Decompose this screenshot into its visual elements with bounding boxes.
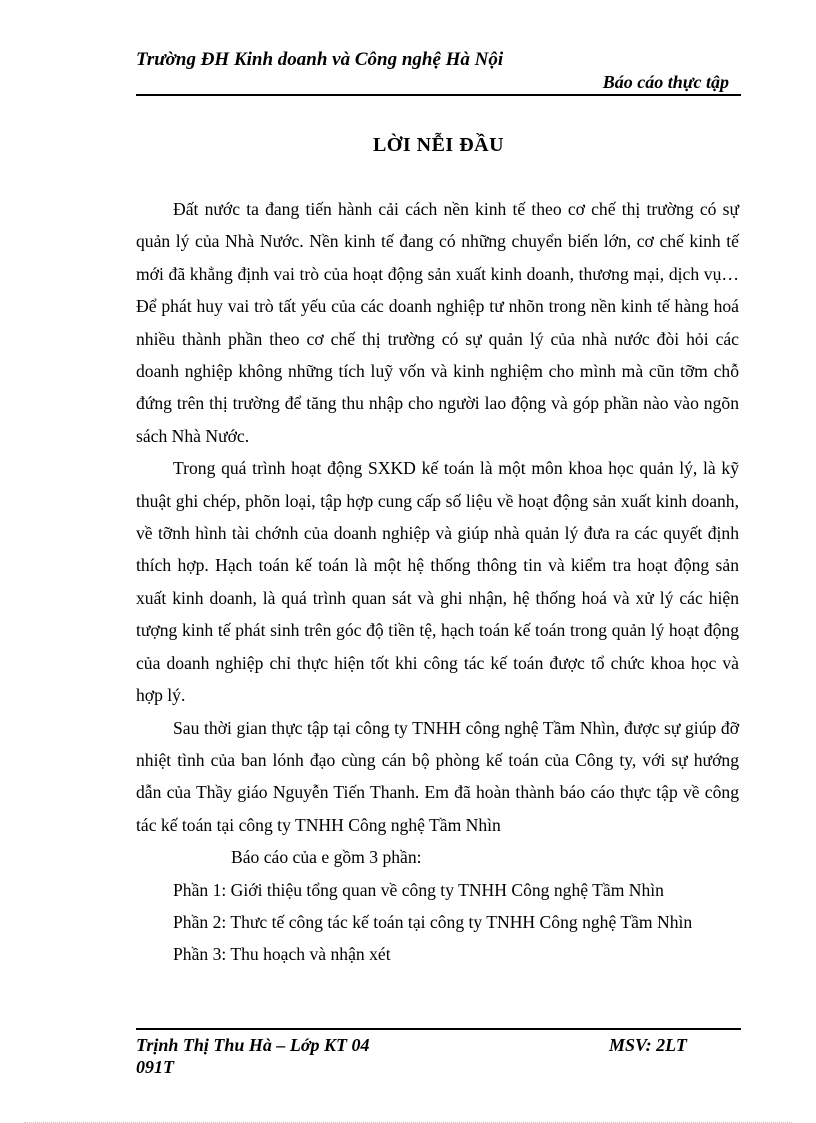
part-3: Phần 3: Thu hoạch và nhận xét (173, 944, 391, 965)
student-id: MSV: 2LT (609, 1035, 687, 1055)
paragraph-1: Đất nước ta đang tiến hành cải cách nền kinh tế theo cơ chế thị trường có sự quản lý của Nhà Nước. Nền kinh tế đang có những chuyển biến lớn, cơ chế kinh tế mới đã khẳng định vai trò của hoạt động sản xuất kinh doanh, thương mại, dịch vụ… Để phát huy vai trò tất yếu của các doanh nghiệp tư nhõn trong nền kinh tế hàng hoá nhiều thành phần theo cơ chế thị trường có sự quản lý của nhà nước đòi hỏi các doanh nghiệp không những tích luỹ vốn và kinh nghiệm cho mình mà cũn tỡm chỗ đứng trên thị trường để tăng thu nhập cho người lao động và góp phần nào vào ngõn sách Nhà Nước. (136, 199, 739, 446)
paragraph-2: Trong quá trình hoạt động SXKD kế toán là một môn khoa học quản lý, là kỹ thuật ghi chép, phõn loại, tập hợp cung cấp số liệu về hoạt động sản xuất kinh doanh, về tỡnh hình tài chớnh của doanh nghiệp và giúp nhà quản lý đưa ra các quyết định thích hợp. Hạch toán kế toán là một hệ thống thông tin và kiểm tra hoạt động sản xuất kinh doanh, là quá trình quan sát và ghi nhận, hệ thống hoá và xử lý các hiện tượng kinh tế phát sinh trên góc độ tiền tệ, hạch toán kế toán trong quản lý hoạt động của doanh nghiệp chỉ thực hiện tốt khi công tác kế toán được tổ chức khoa học và hợp lý. (136, 458, 739, 706)
part-2: Phần 2: Thưc tế công tác kế toán tại công ty TNHH Công nghệ Tầm Nhìn (173, 911, 693, 932)
part-1: Phần 1: Giới thiệu tổng quan về công ty TNHH Công nghệ Tầm Nhìn (173, 879, 664, 900)
document-title: LỜI NỄI ĐẦU (372, 134, 505, 156)
school-name: Trường ĐH Kinh doanh và Công nghệ Hà Nội (136, 49, 504, 70)
header-rule (136, 94, 741, 96)
student-name-class: Trịnh Thị Thu Hà – Lớp KT 04 091T (136, 1035, 370, 1077)
document-body (136, 193, 739, 971)
paragraph-3: Sau thời gian thực tập tại công ty TNHH công nghệ Tầm Nhìn, được sự giúp đỡ nhiệt tình của ban lónh đạo cùng cán bộ phòng kế toán của Công ty, với sự hướng dẫn của Thầy giáo Nguyễn Tiến Thanh. Em đã hoàn thành báo cáo thực tập về công tác kế toán tại công ty TNHH Công nghệ Tầm Nhìn (136, 717, 739, 835)
report-label: Báo cáo thực tập (602, 72, 729, 92)
parts-intro: Báo cáo của e gồm 3 phần: (231, 847, 422, 868)
footer-rule (136, 1028, 741, 1030)
